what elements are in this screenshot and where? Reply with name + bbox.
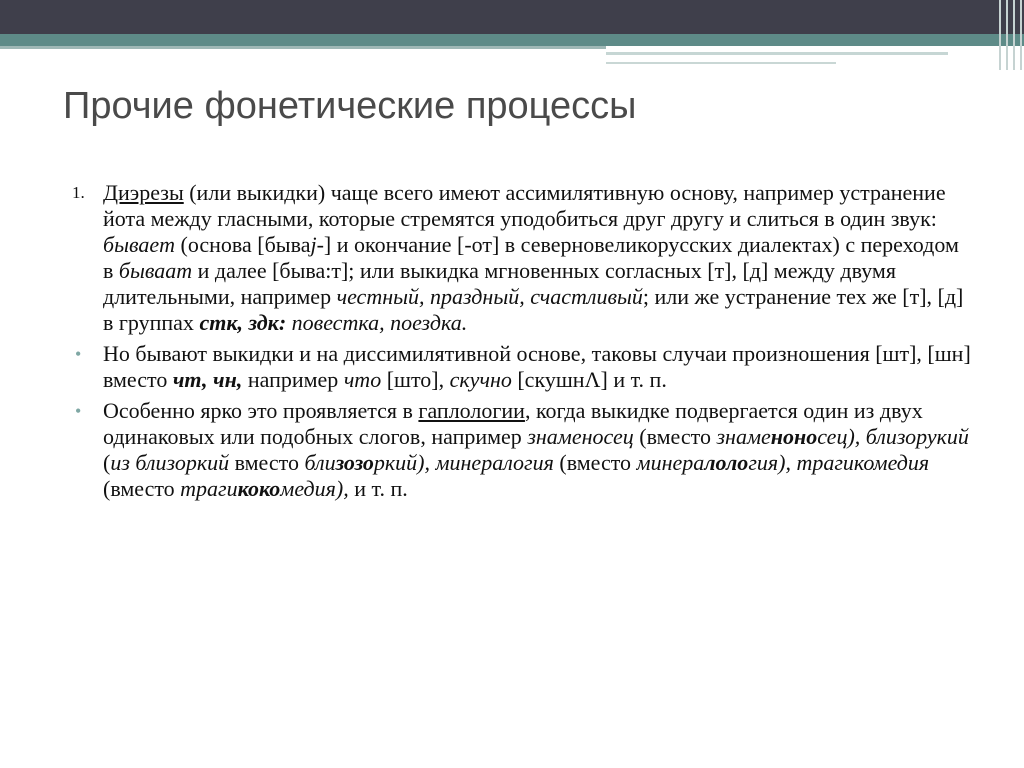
text-span: -] и окончание [-от] в северновеликорусских диалектах) с переходом в xyxy=(103,232,959,283)
text-span: , когда выкидке подвергается один из двух одинаковых или подобных слогов, например xyxy=(103,398,923,449)
text-span: (вместо xyxy=(103,476,181,501)
text-span: и т. п. xyxy=(348,476,408,501)
example-words: честный, праздный, счастливый xyxy=(336,284,643,309)
example-word: знаменосец xyxy=(527,424,634,449)
header-accent-line xyxy=(606,52,948,55)
text-span: Но бывают выкидки и на диссимилятивной основе, таковы случаи произношения [шт], [шн] вместо xyxy=(103,341,971,392)
example-syllable: ноно xyxy=(770,424,818,449)
example-word: бываат xyxy=(118,258,193,283)
example-words: повестка, поездка. xyxy=(291,310,468,335)
text-span: (вместо xyxy=(553,450,637,475)
text-span: ( xyxy=(103,450,111,475)
text-span: (вместо xyxy=(633,424,717,449)
term-dieresis: Диэрезы xyxy=(103,180,184,205)
text-span: вместо xyxy=(229,450,305,475)
example-word: траги xyxy=(180,476,238,501)
example-word: сец), близорукий xyxy=(817,424,969,449)
example-word: гия), трагикомедия xyxy=(748,450,930,475)
example-word: скучно xyxy=(449,367,512,392)
text-span: и далее [быва:т]; или выкидка мгновенных согласных [т], [д] между двумя длительными, например xyxy=(103,258,896,309)
example-word: ркий), минералогия xyxy=(373,450,554,475)
example-word: медия), xyxy=(280,476,349,501)
example-word: бываeт xyxy=(103,232,176,257)
bullet-icon: • xyxy=(75,401,82,421)
header-accent-line xyxy=(606,62,836,64)
header-accent-line xyxy=(0,46,606,49)
text-span: ; или же устранение тех же [т], [д] в группах xyxy=(103,284,964,335)
text-span: [што], xyxy=(381,367,450,392)
example-word: знаме xyxy=(716,424,771,449)
header-teal-band xyxy=(0,34,1024,46)
paragraph-dissimilation xyxy=(72,341,972,393)
header-vertical-bars xyxy=(996,0,1024,70)
text-span: (или выкидки) чаще всего имеют ассимилятивную основу, например устранение йота между гласными, которые стремятся уподобиться друг другу и слиться в один звук: xyxy=(103,180,946,231)
example-word: что xyxy=(343,367,382,392)
example-group: чт, чн, xyxy=(172,367,243,392)
slide-title: Прочие фонетические процессы xyxy=(63,85,637,127)
list-number: 1. xyxy=(72,183,85,202)
term-haplology: гаплологии xyxy=(418,398,525,423)
bullet-icon: • xyxy=(75,344,82,364)
paragraph-haplology xyxy=(72,398,972,502)
example-word: из близоркий xyxy=(110,450,230,475)
header-dark-band xyxy=(0,0,1024,34)
slide-body xyxy=(72,180,972,507)
text-span: например xyxy=(242,367,344,392)
text-span: (основа [быва xyxy=(175,232,311,257)
example-syllable: коко xyxy=(237,476,281,501)
text-span: j xyxy=(310,232,317,257)
text-span: Особенно ярко это проявляется в xyxy=(103,398,419,423)
example-syllable: лоло xyxy=(704,450,749,475)
example-word: бли xyxy=(304,450,336,475)
example-syllable: зозо xyxy=(335,450,374,475)
example-word: минера xyxy=(636,450,705,475)
paragraph-dieresis xyxy=(72,180,972,336)
example-group: стк, здк: xyxy=(199,310,287,335)
text-span: [скушнΛ] и т. п. xyxy=(511,367,667,392)
